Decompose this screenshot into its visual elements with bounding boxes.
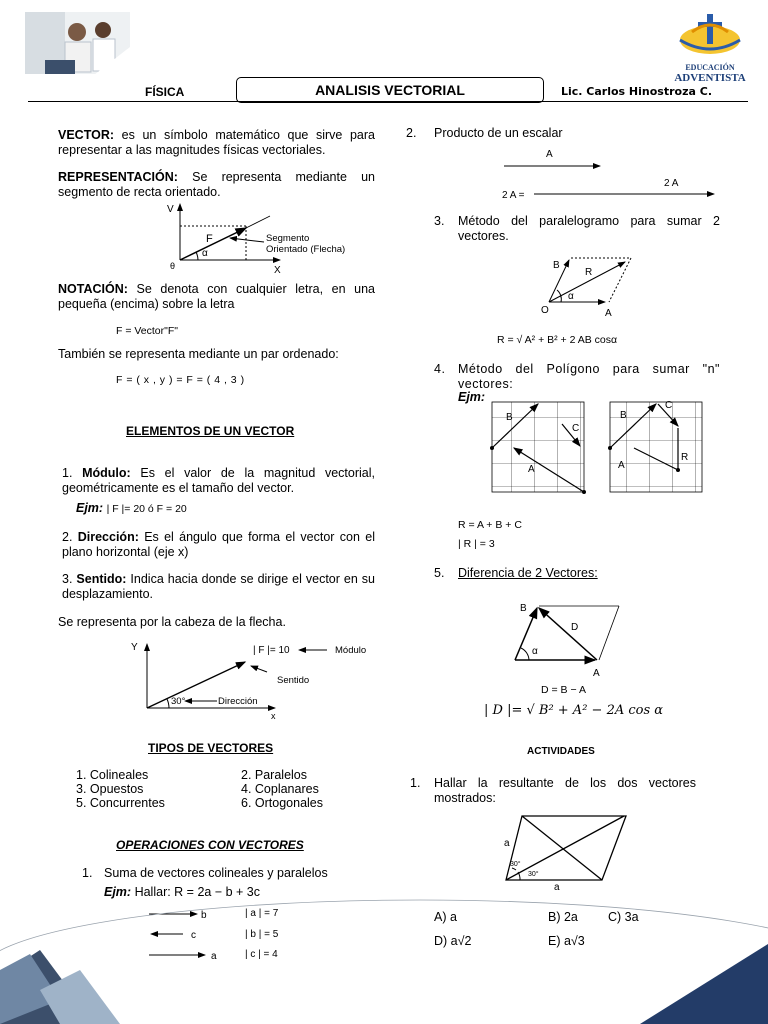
element-1-example: Ejm: | F |= 20 ó F = 20 — [76, 501, 187, 515]
fig1-alpha-label: α — [202, 248, 208, 259]
fig3-a-label: A — [605, 308, 612, 319]
poly1-c-label: C — [572, 423, 580, 434]
page-title: ANALISIS VECTORIAL — [236, 77, 544, 103]
type-item: 2. Paralelos — [241, 768, 308, 782]
parallelogram-figure — [535, 250, 645, 322]
fig5-alpha-label: α — [532, 646, 538, 657]
ordered-pair-text: También se representa mediante un par ordenado: — [58, 347, 339, 361]
modulus-b: | b | = 5 — [245, 929, 279, 940]
fig6-angle-1: 30° — [510, 861, 521, 868]
elements-title: ELEMENTOS DE UN VECTOR — [126, 424, 295, 438]
types-title: TIPOS DE VECTORES — [148, 741, 274, 755]
type-item: 5. Concurrentes — [76, 796, 165, 810]
answer-option: C) 3a — [608, 910, 639, 924]
fig6-angle-2: 30° — [528, 871, 539, 878]
header-rule — [28, 101, 748, 102]
scalar-2a-right: 2 A — [664, 178, 679, 189]
fig2-sentido-label: Sentido — [277, 675, 310, 686]
logo-line-1: EDUCACIÓN — [685, 63, 735, 72]
polygon-method-figure — [488, 394, 710, 496]
poly1-b-label: B — [506, 412, 513, 423]
vector-elements-figure — [125, 638, 385, 724]
formula-ordered-pair: F = ( x , y ) = F = ( 4 , 3 ) — [116, 374, 245, 386]
type-item: 6. Ortogonales — [241, 796, 323, 810]
fig2-angle-label: 30° — [171, 696, 186, 707]
head-note: Se representa por la cabeza de la flecha. — [58, 615, 286, 629]
fig5-d-label: D — [571, 622, 579, 633]
vector-representation-figure — [160, 198, 370, 278]
parallelogram-formula: R = √ A² + B² + 2 AB cosα — [497, 334, 618, 346]
fig1-v-label: V — [167, 204, 174, 215]
vector-difference-figure — [505, 596, 645, 680]
operation-3: 3. Método del paralelogramo para sumar 2 vectores. — [434, 214, 720, 243]
fig2-y-label: Y — [131, 642, 138, 653]
polygon-formula-2: | R | = 3 — [458, 538, 495, 550]
modulus-a: | a | = 7 — [245, 908, 279, 919]
type-item: 3. Opuestos — [76, 782, 144, 796]
activities-title: ACTIVIDADES — [527, 746, 595, 757]
notation-definition: NOTACIÓN: Se denota con cualquier letra, en una pequeña (encima) sobre la letra — [58, 282, 375, 311]
scalar-product-figure — [500, 142, 720, 204]
fig6-a-bottom-label: a — [554, 882, 560, 892]
logo-line-2: ADVENTISTA — [674, 72, 746, 84]
poly2-c-label: C — [665, 400, 673, 411]
operations-title: OPERACIONES CON VECTORES — [116, 838, 304, 852]
types-grid — [76, 768, 366, 810]
answer-option: D) a√2 — [434, 934, 472, 948]
fig6-a-side-label: a — [504, 838, 510, 849]
fig1-x-label: X — [274, 265, 281, 276]
answer-option: B) 2a — [548, 910, 578, 924]
element-1: 1. Módulo: Es el valor de la magnitud vectorial, geométricamente es el tamaño del vector. — [62, 466, 375, 495]
vector-a-label: a — [211, 951, 217, 962]
poly2-b-label: B — [620, 410, 627, 421]
type-item: 4. Coplanares — [241, 782, 319, 796]
fig5-a-label: A — [593, 668, 600, 679]
scalar-2a-left: 2 A = — [502, 190, 525, 201]
polygon-formula-1: R = A + B + C — [458, 519, 522, 531]
difference-formula-2: | D |= √ B² + A² − 2A cos α — [484, 703, 664, 718]
element-2: 2. Dirección: Es el ángulo que forma el vector con el plano horizontal (eje x) — [62, 530, 375, 559]
fig3-b-label: B — [553, 260, 560, 271]
vector-c-label: c — [191, 930, 196, 941]
operation-1: 1. Suma de vectores colineales y paralelos — [82, 866, 328, 880]
fig1-f-label: F — [206, 233, 213, 245]
question-1: 1. Hallar la resultante de los dos vectores mostrados: — [410, 776, 696, 805]
author-label: Lic. Carlos Hinostroza C. — [561, 85, 712, 98]
modulus-c: | c | = 4 — [245, 949, 278, 960]
fig2-x-label: x — [271, 711, 276, 721]
fig3-o-label: O — [541, 305, 549, 316]
operation-2: 2. Producto de un escalar — [406, 126, 563, 140]
operation-4: 4. Método del Polígono para sumar "n" vectores: — [434, 362, 720, 391]
header-photo — [25, 12, 130, 82]
vector-definition: VECTOR: es un símbolo matemático que sirve para representar a las magnitudes físicas vectoriales. — [58, 128, 375, 157]
answer-option: A) a — [434, 910, 457, 924]
formula-vector-f: F = Vector"F" — [116, 325, 179, 337]
poly2-a-label: A — [618, 460, 625, 471]
fig3-alpha-label: α — [568, 291, 574, 302]
fig1-theta-label: θ — [170, 261, 176, 271]
answer-option: E) a√3 — [548, 934, 585, 948]
poly1-a-label: A — [528, 464, 535, 475]
footer-decoration — [0, 880, 768, 1024]
scalar-a-label: A — [546, 149, 553, 160]
operation-5: 5. Diferencia de 2 Vectores: — [434, 566, 598, 580]
element-3: 3. Sentido: Indica hacia donde se dirige el vector en su desplazamiento. — [62, 572, 375, 601]
operation-4-example-label: Ejm: — [458, 390, 486, 404]
fig1-seg-label-2: Orientado (Flecha) — [266, 244, 346, 255]
fig2-module-label: Módulo — [335, 645, 367, 656]
fig1-seg-label-1: Segmento — [266, 233, 310, 244]
fig2-module-value: | F |= 10 — [253, 645, 290, 656]
school-logo — [670, 10, 750, 85]
subject-label: FÍSICA — [145, 85, 185, 99]
representation-definition: REPRESENTACIÓN: Se representa mediante un segmento de recta orientado. — [58, 170, 376, 199]
difference-formula-1: D = B − A — [541, 684, 586, 696]
fig2-direction-label: Dirección — [218, 696, 258, 707]
poly2-r-label: R — [681, 452, 689, 463]
fig3-r-label: R — [585, 267, 593, 278]
operation-1-example: Ejm: Hallar: R = 2a − b + 3c — [104, 885, 260, 899]
fig5-b-label: B — [520, 603, 527, 614]
vector-b-label: b — [201, 910, 207, 921]
type-item: 1. Colineales — [76, 768, 149, 782]
